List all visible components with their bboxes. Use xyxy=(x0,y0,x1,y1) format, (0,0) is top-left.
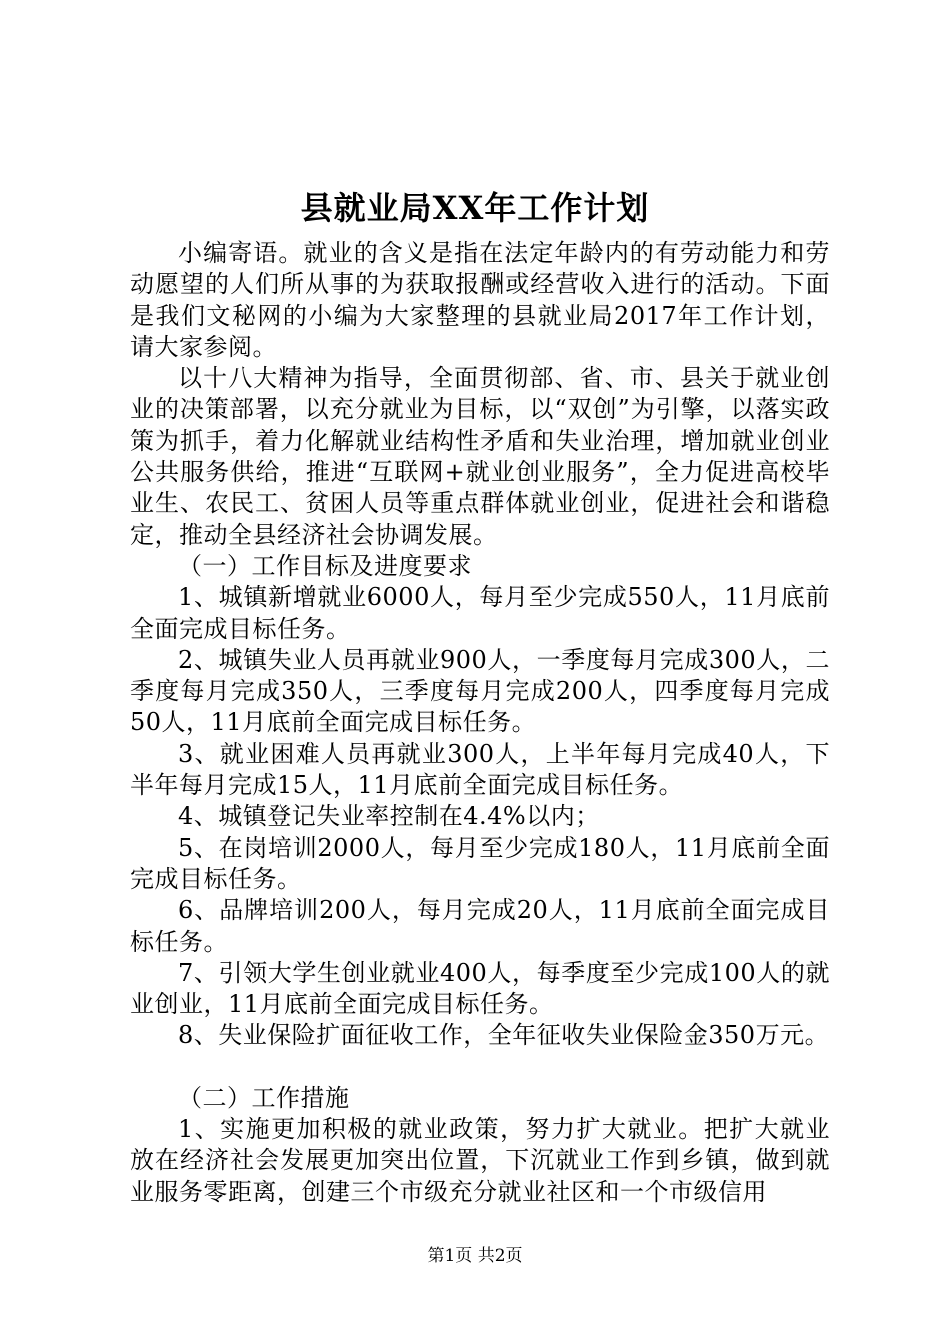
document-body xyxy=(130,238,830,1208)
goal-item-8: 8、失业保险扩面征收工作，全年征收失业保险金350万元。 xyxy=(178,1021,830,1050)
goal-item-2: 2、城镇失业人员再就业900人，一季度每月完成300人，二季度每月完成350人，三季度每月完成200人，四季度每月完成50人，11月底前全面完成目标任务。 xyxy=(130,645,830,737)
goal-item-7: 7、引领大学生创业就业400人，每季度至少完成100人的就业创业，11月底前全面完成目标任务。 xyxy=(130,958,830,1019)
goal-item-1: 1、城镇新增就业6000人，每月至少完成550人，11月底前全面完成目标任务。 xyxy=(130,583,830,643)
blank-line xyxy=(130,1052,830,1083)
section-heading-measures: （二）工作措施 xyxy=(178,1083,350,1112)
goal-item-4: 4、城镇登记失业率控制在4.4%以内； xyxy=(178,802,600,831)
goal-item-3: 3、就业困难人员再就业300人，上半年每月完成40人，下半年每月完成15人，11月底前全面完成目标任务。 xyxy=(130,739,830,800)
document-title: 县就业局XX年工作计划 xyxy=(300,189,650,227)
measure-item-1: 1、实施更加积极的就业政策，努力扩大就业。把扩大就业放在经济社会发展更加突出位置，下沉就业工作到乡镇，做到就业服务零距离，创建三个市级充分就业社区和一个市级信用 xyxy=(130,1115,830,1206)
goal-item-6: 6、品牌培训200人，每月完成20人，11月底前全面完成目标任务。 xyxy=(130,896,830,956)
goal-item-5: 5、在岗培训2000人，每月至少完成180人，11月底前全面完成目标任务。 xyxy=(130,833,830,893)
section-heading-goals: （一）工作目标及进度要求 xyxy=(178,551,472,580)
guideline-paragraph: 以十八大精神为指导，全面贯彻部、省、市、县关于就业创业的决策部署，以充分就业为目标，以“双创”为引擎，以落实政策为抓手，着力化解就业结构性矛盾和失业治理，增加就业创业公共服务供给，推进“互联网+就业创业服务”，全力促进高校毕业生、农民工、贫困人员等重点群体就业创业，促进社会和谐稳定，推动全县经济社会协调发展。 xyxy=(130,364,830,549)
page-footer: 第1页 共2页 xyxy=(427,1246,523,1266)
intro-paragraph: 小编寄语。就业的含义是指在法定年龄内的有劳动能力和劳动愿望的人们所从事的为获取报酬或经营收入进行的活动。下面是我们文秘网的小编为大家整理的县就业局2017年工作计划，请大家参阅。 xyxy=(130,239,830,361)
